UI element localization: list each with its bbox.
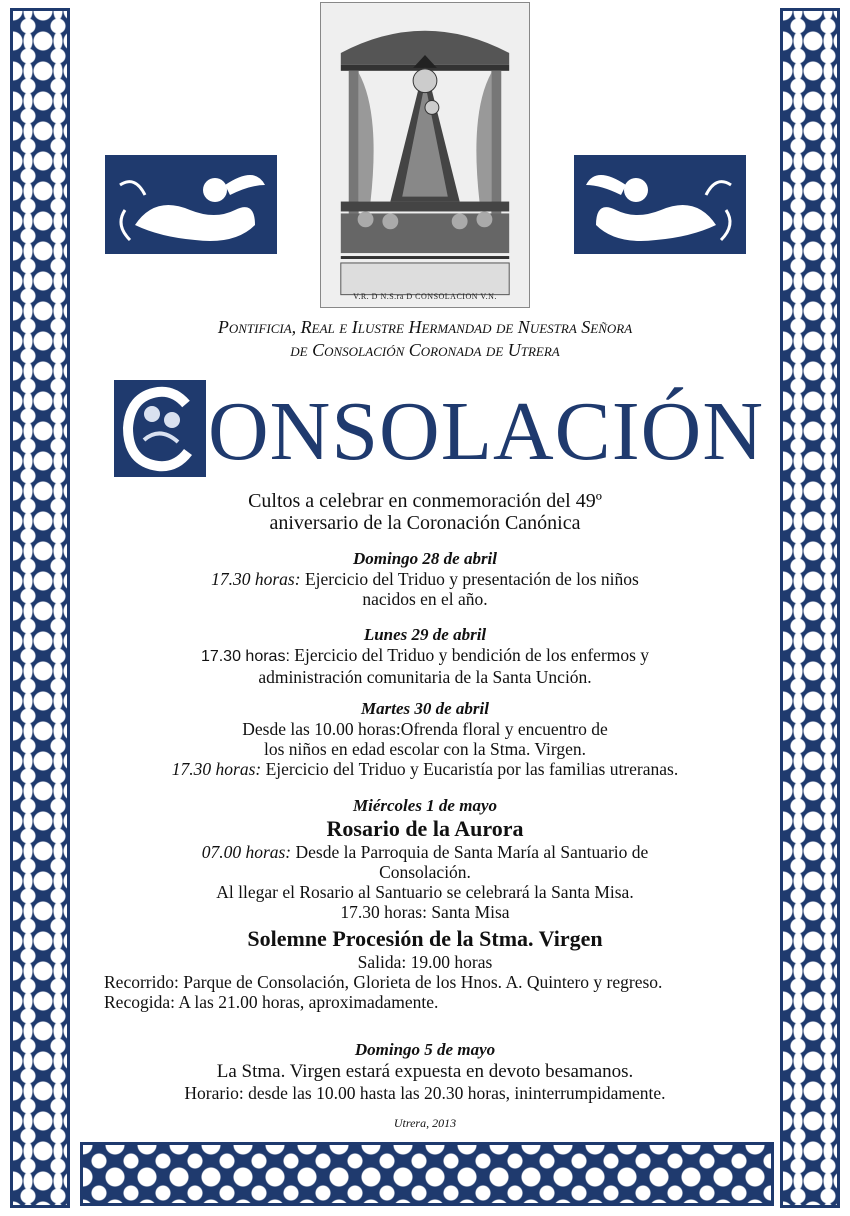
day-text: Desde la Parroquia de Santa María al Santuario de: [291, 842, 649, 862]
day-block-2: [90, 625, 760, 687]
virgin-engraving: [320, 2, 530, 308]
left-ornamental-border: [10, 8, 70, 1208]
title-text: ONSOLACIÓN: [208, 385, 764, 478]
day-text: administración comunitaria de la Santa Unción.: [258, 667, 592, 687]
event-heading-procesion: Solemne Procesión de la Stma. Virgen: [247, 926, 603, 951]
day-time: 17.30 horas:: [211, 569, 301, 589]
day-text: Ejercicio del Triduo y bendición de los enfermos y: [289, 645, 650, 665]
day-text: Consolación.: [379, 862, 471, 882]
day-text: Ejercicio del Triduo y Eucaristía por las familias utreranas.: [261, 759, 679, 779]
day-text: nacidos en el año.: [362, 589, 488, 609]
subtitle: [90, 490, 760, 534]
bottom-ornamental-border: [80, 1142, 774, 1206]
day-block-3: [90, 699, 760, 779]
day-date: Miércoles 1 de mayo: [353, 796, 497, 815]
day-date: Martes 30 de abril: [361, 699, 489, 718]
virgin-engraving-illustration: [321, 3, 529, 307]
brotherhood-line-1: Pontificia, Real e Ilustre Hermandad de Nuestra Señora: [217, 317, 633, 337]
day-text: Salida: 19.00 horas: [357, 952, 493, 972]
cherub-ornament-left: [105, 155, 277, 254]
day-time: 17.30 horas:: [200, 648, 290, 665]
subtitle-line-1: Cultos a celebrar en conmemoración del 49º: [248, 490, 602, 512]
illuminated-initial: [114, 380, 206, 477]
day-block-1: [90, 549, 760, 609]
brotherhood-name: [90, 316, 760, 362]
illuminated-initial-c-icon: [114, 380, 206, 477]
day-date: Domingo 28 de abril: [352, 549, 498, 568]
day-text: La Stma. Virgen estará expuesta en devoto besamanos.: [216, 1061, 634, 1082]
engraving-caption: V.R. D N.S.ra D CONSOLACION V.N.: [353, 292, 497, 301]
day-date: Lunes 29 de abril: [363, 625, 487, 644]
subtitle-line-2: aniversario de la Coronación Canónica: [269, 512, 581, 534]
cherub-dolphin-icon: [105, 155, 277, 254]
right-ornamental-border: [780, 8, 840, 1208]
day-text: Recorrido: Parque de Consolación, Glorieta de los Hnos. A. Quintero y regreso.: [104, 972, 663, 992]
day-text: Al llegar el Rosario al Santuario se celebrará la Santa Misa.: [216, 882, 634, 902]
day-time: 07.00 horas:: [201, 842, 292, 862]
day-time: 17.30 horas:: [171, 759, 262, 779]
event-heading-rosario: Rosario de la Aurora: [326, 816, 524, 841]
day-text: los niños en edad escolar con la Stma. Virgen.: [264, 739, 586, 759]
cherub-dolphin-icon: [574, 155, 746, 254]
day-text: Horario: desde las 10.00 hasta las 20.30 horas, ininterrumpidamente.: [184, 1083, 666, 1103]
day-date: Domingo 5 de mayo: [354, 1040, 496, 1059]
day-text: Recogida: A las 21.00 horas, aproximadamente.: [104, 992, 439, 1012]
day-text: 17.30 horas: Santa Misa: [340, 902, 510, 922]
main-title: [114, 380, 764, 480]
footer-place-date: Utrera, 2013: [393, 1116, 457, 1130]
day-text: Desde las 10.00 horas:Ofrenda floral y encuentro de: [242, 719, 608, 739]
day-text: Ejercicio del Triduo y presentación de los niños: [300, 569, 639, 589]
brotherhood-line-2: de Consolación Coronada de Utrera: [290, 340, 560, 360]
day-block-4: [90, 796, 760, 1012]
cherub-ornament-right: [574, 155, 746, 254]
day-block-5: [90, 1040, 760, 1103]
